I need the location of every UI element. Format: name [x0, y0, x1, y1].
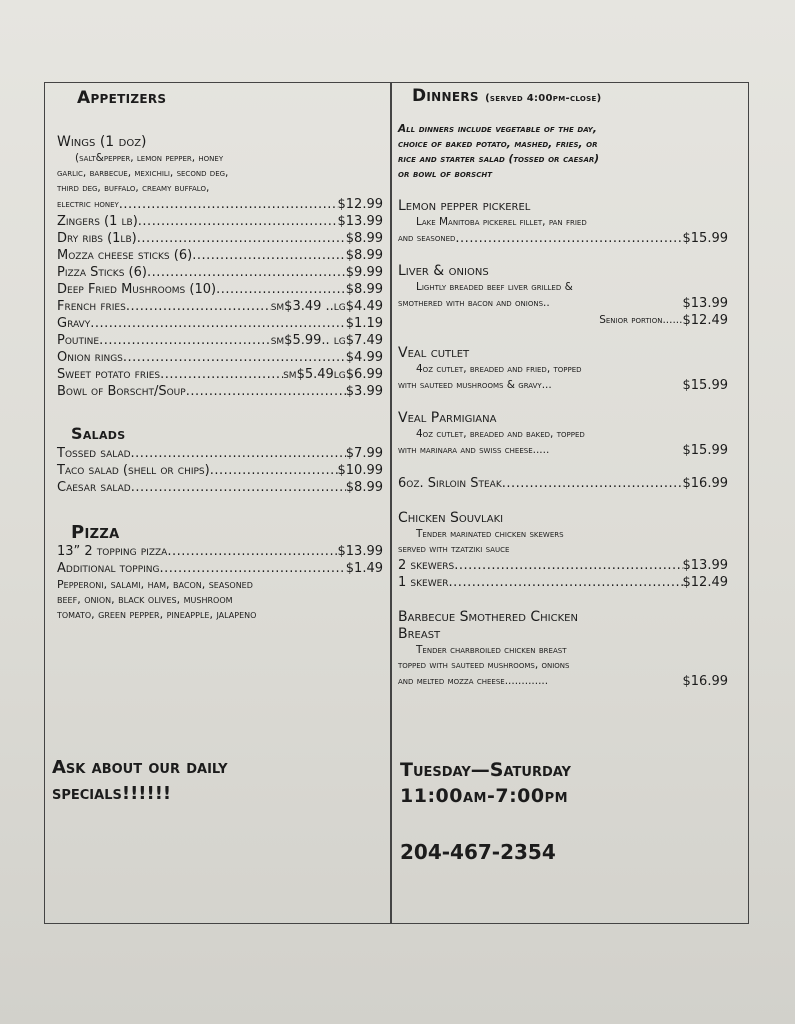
souvlaki-title: Chicken Souvlaki	[398, 510, 504, 526]
appetizer-item	[57, 298, 383, 315]
liver-desc: Lightly breaded beef liver grilled &	[416, 281, 573, 293]
salad-item	[57, 462, 383, 479]
appetizer-item-name: Zingers (1 lb)	[57, 214, 138, 229]
parm-title: Veal Parmigiana	[398, 410, 497, 426]
dinners-note-2: choice of baked potato, mashed, fries, or	[398, 138, 598, 150]
pizza-item-price: $13.99	[337, 544, 383, 559]
appetizer-item-name: Dry ribs (1lb)	[57, 231, 137, 246]
appetizer-item	[57, 264, 383, 281]
pizza-item	[57, 543, 383, 560]
salad-item-name: Tossed salad	[57, 446, 131, 461]
right-column	[398, 86, 728, 690]
phone-number: 204-467-2354	[400, 840, 556, 864]
pizza-item	[57, 560, 383, 577]
appetizer-item	[57, 332, 383, 349]
appetizer-item-name: Poutine	[57, 333, 100, 348]
hours-block	[400, 757, 730, 865]
appetizer-item-name: Mozza cheese sticks (6)	[57, 248, 193, 263]
pizza-toppings-3: tomato, green pepper, pineapple, jalapeno	[57, 608, 257, 621]
appetizer-item-price: $3.99	[345, 384, 383, 399]
pickerel-desc: Lake Manitoba pickerel fillet, pan fried	[416, 216, 587, 228]
pizza-item-price: $1.49	[345, 561, 383, 576]
liver-title: Liver & onions	[398, 263, 489, 279]
column-divider	[390, 82, 392, 924]
pizza-title: Pizza	[71, 522, 120, 543]
appetizer-item	[57, 230, 383, 247]
parm-price-line: with marinara and swiss cheese..... $15.99	[398, 443, 728, 458]
appetizer-item	[57, 366, 383, 383]
appetizer-item-price: $8.99	[345, 282, 383, 297]
pizza-list	[57, 543, 383, 577]
bbq-desc-2: topped with sauteed mushrooms, onions	[398, 659, 570, 671]
wings-desc-1: (salt&pepper, lemon pepper, honey	[75, 152, 224, 164]
souvlaki-two-line: 2 skewers ..... $13.99	[398, 557, 728, 574]
souvlaki-desc-1: Tender marinated chicken skewers	[416, 528, 564, 540]
appetizer-item-name: Pizza Sticks (6)	[57, 265, 147, 280]
appetizer-item	[57, 349, 383, 366]
specials-line-2: specials!!!!!!	[52, 783, 172, 804]
dinners-note-1: All dinners include vegetable of the day,	[398, 123, 597, 135]
appetizer-item-price: sm$5.99.. lg$7.49	[270, 333, 383, 348]
appetizer-item-price: $8.99	[345, 248, 383, 263]
appetizer-item-name: Deep Fried Mushrooms (10)	[57, 282, 217, 297]
salad-item	[57, 445, 383, 462]
pizza-item-name: 13” 2 topping pizza	[57, 544, 168, 559]
appetizer-item-name: Sweet potato fries	[57, 367, 161, 382]
dinners-note-3: rice and starter salad (tossed or caesar)	[398, 153, 600, 165]
pizza-item-name: Additional topping	[57, 561, 160, 576]
appetizer-item-price: $9.99	[345, 265, 383, 280]
appetizer-item	[57, 213, 383, 230]
left-column	[57, 88, 383, 622]
salads-title: Salads	[71, 424, 126, 443]
wings-desc-2: garlic, barbecue, mexichili, second deg,	[57, 167, 229, 179]
appetizer-item	[57, 247, 383, 264]
parm-desc: 4oz cutlet, breaded and baked, topped	[416, 428, 585, 440]
appetizer-item-name: French fries	[57, 299, 126, 314]
pickerel-price-line: and seasoned ..... $15.99	[398, 230, 728, 247]
liver-senior-line: Senior portion...... $12.49	[599, 313, 728, 328]
bbq-title-2: Breast	[398, 626, 441, 642]
wings-title: Wings (1 doz)	[57, 134, 147, 150]
appetizer-item-price: $1.19	[345, 316, 383, 331]
wings-price-line: electric honey ..... $12.99	[57, 196, 383, 213]
specials-note	[52, 755, 372, 807]
bbq-desc-1: Tender charbroiled chicken breast	[416, 644, 567, 656]
specials-line-1: Ask about our daily	[52, 757, 228, 778]
appetizer-item-name: Bowl of Borscht/Soup	[57, 384, 186, 399]
appetizer-item-name: Onion rings	[57, 350, 123, 365]
salad-item-price: $7.99	[345, 446, 383, 461]
souvlaki-desc-2: served with tzatziki sauce	[398, 543, 510, 555]
appetizer-item	[57, 315, 383, 332]
bbq-title-1: Barbecue Smothered Chicken	[398, 609, 578, 625]
salad-item-name: Caesar salad	[57, 480, 131, 495]
souvlaki-one-line: 1 skewer ..... $12.49	[398, 574, 728, 591]
appetizer-item-price: $13.99	[337, 214, 383, 229]
pizza-toppings-2: beef, onion, black olives, mushroom	[57, 593, 233, 606]
appetizer-item-price: $8.99	[345, 231, 383, 246]
hours-time: 11:00am-7:00pm	[400, 785, 569, 807]
salad-item-name: Taco salad (shell or chips)	[57, 463, 210, 478]
appetizer-item	[57, 281, 383, 298]
pickerel-title: Lemon pepper pickerel	[398, 198, 531, 214]
appetizers-title: Appetizers	[77, 88, 167, 108]
dinners-title: Dinners (served 4:00pm-close)	[412, 86, 602, 106]
veal-price-line: with sauteed mushrooms & gravy... $15.99	[398, 378, 728, 393]
sirloin-line: 6oz. Sirloin Steak ..... $16.99	[398, 475, 728, 492]
veal-desc: 4oz cutlet, breaded and fried, topped	[416, 363, 582, 375]
appetizer-item-price: $4.99	[345, 350, 383, 365]
appetizer-item-price: sm$5.49lg$6.99	[283, 367, 383, 382]
wings-desc-3: third deg, buffalo, creamy buffalo,	[57, 182, 210, 194]
dinners-note-4: or bowl of borscht	[398, 168, 492, 180]
appetizer-item	[57, 383, 383, 400]
salad-item-price: $10.99	[337, 463, 383, 478]
pizza-toppings-1: Pepperoni, salami, ham, bacon, seasoned	[57, 578, 253, 591]
salad-list	[57, 445, 383, 496]
liver-price-line: smothered with bacon and onions.. $13.99	[398, 296, 728, 311]
salad-item	[57, 479, 383, 496]
appetizer-item-name: Gravy	[57, 316, 91, 331]
bbq-price-line: and melted mozza cheese............. $16.99	[398, 674, 728, 689]
appetizer-item-price: sm$3.49 ..lg$4.49	[270, 299, 383, 314]
hours-days: Tuesday—Saturday	[400, 759, 571, 781]
appetizer-list	[57, 213, 383, 400]
veal-title: Veal cutlet	[398, 345, 470, 361]
salad-item-price: $8.99	[345, 480, 383, 495]
dinners-note	[398, 122, 728, 182]
